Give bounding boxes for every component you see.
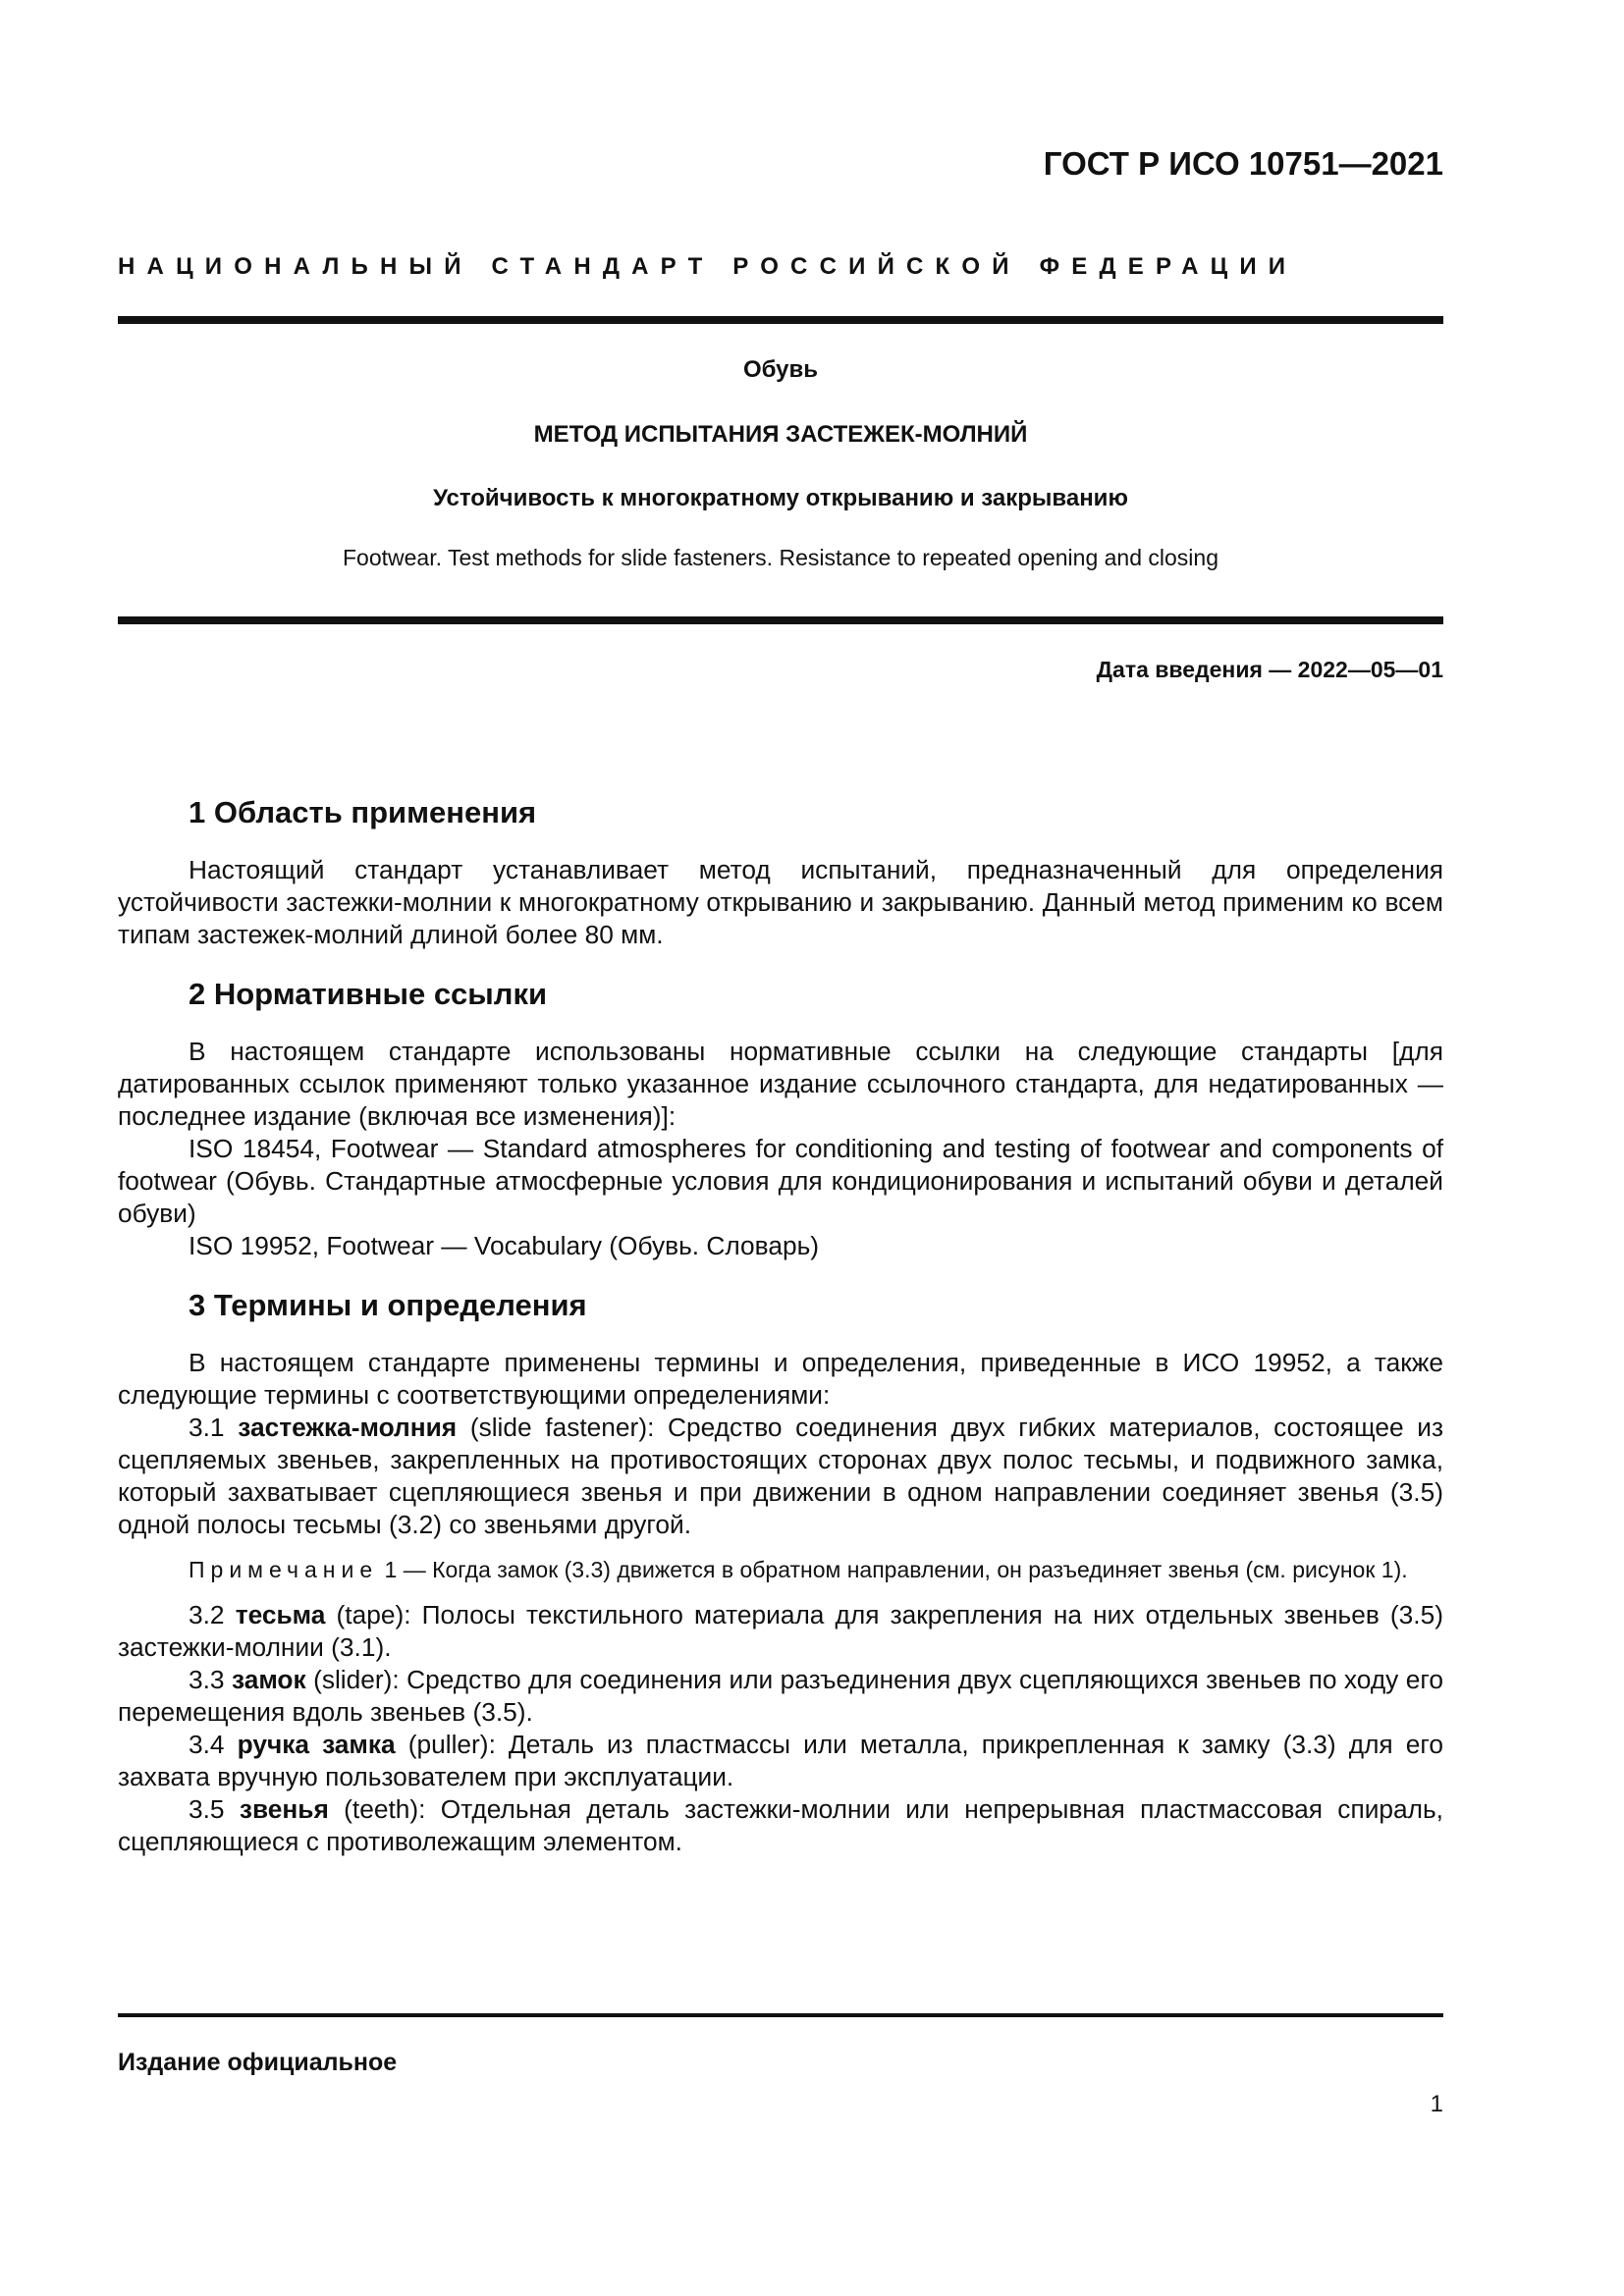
edition-label: Издание официальное [118, 2049, 398, 2076]
term-name: тесьма [235, 1600, 326, 1629]
title-divider [118, 616, 1443, 624]
section-refs-intro: В настоящем стандарте использованы нормативные ссылки на следующие стандарты [для датированных ссылок применяют только указанное издание ссылочного стандарта, для недатированных — последнее издание (включая все изменения)]: [118, 1037, 1443, 1131]
term-3-3 [118, 1664, 1443, 1729]
term-number: 3.2 [189, 1600, 225, 1629]
title-category: Обувь [742, 356, 819, 383]
section-scope-heading: 1 Область применения [189, 795, 537, 829]
title-method: МЕТОД ИСПЫТАНИЯ ЗАСТЕЖЕК-МОЛНИЙ [533, 421, 1028, 448]
title-english: Footwear. Test methods for slide fasteners. Resistance to repeated opening and closing [343, 545, 1218, 570]
section-terms-intro: В настоящем стандарте применены термины и определения, приведенные в ИСО 19952, а также следующие термины с соответствующими определениями: [118, 1348, 1443, 1410]
term-number: 3.5 [189, 1794, 225, 1824]
term-number: 3.4 [189, 1730, 225, 1759]
section-terms-heading: 3 Термины и определения [189, 1288, 587, 1322]
note-text: 1 — Когда замок (3.3) движется в обратном направлении, он разъединяет звенья (см. рисунок 1). [384, 1557, 1408, 1582]
header-divider [118, 316, 1443, 324]
national-standard-banner: НАЦИОНАЛЬНЫЙ СТАНДАРТ РОССИЙСКОЙ ФЕДЕРАЦИИ [118, 253, 1298, 280]
introduction-date: Дата введения — 2022—05—01 [1096, 657, 1443, 682]
reference-item: ISO 19952, Footwear — Vocabulary (Обувь. Словарь) [189, 1231, 820, 1260]
term-3-2 [118, 1599, 1443, 1664]
term-3-4 [118, 1729, 1443, 1793]
term-name: замок [231, 1665, 306, 1694]
title-subtitle: Устойчивость к многократному открыванию и закрыванию [433, 485, 1128, 511]
page-number: 1 [1430, 2091, 1443, 2117]
section-refs-heading: 2 Нормативные ссылки [189, 977, 548, 1011]
reference-item: ISO 18454, Footwear — Standard atmospheres for conditioning and testing of footwear and components of footwear (Обувь. Стандартные атмосферные условия для кондиционирования и испытаний обуви и деталей обуви) [118, 1134, 1443, 1228]
term-definition: (puller): Деталь из пластмассы или металла, прикрепленная к замку (3.3) для его захвата вручную пользователем при эксплуатации. [118, 1730, 1443, 1791]
term-definition: (tape): Полосы текстильного материала для закрепления на них отдельных звеньев (3.5) застежки-молнии (3.1). [118, 1600, 1443, 1662]
term-name: застежка-молния [238, 1413, 458, 1442]
term-note [118, 1555, 1443, 1585]
term-definition: (teeth): Отдельная деталь застежки-молнии или непрерывная пластмассовая спираль, сцепляющиеся с противолежащим элементом. [118, 1794, 1443, 1856]
footer-divider [118, 2013, 1443, 2017]
term-number: 3.3 [189, 1665, 225, 1694]
term-number: 3.1 [189, 1413, 225, 1442]
note-label: Примечание [189, 1557, 379, 1582]
section-scope-text: Настоящий стандарт устанавливает метод испытаний, предназначенный для определения устойчивости застежки-молнии к многократному открыванию и закрыванию. Данный метод применим ко всем типам застежек-молний длиной более 80 мм. [118, 855, 1443, 949]
term-definition: (slider): Средство для соединения или разъединения двух сцепляющихся звеньев по ходу его перемещения вдоль звеньев (3.5). [118, 1665, 1443, 1727]
term-3-5 [118, 1793, 1443, 1858]
term-definition: (slide fastener): Средство соединения двух гибких материалов, состоящее из сцепляемых звеньев, закрепленных на противостоящих сторонах двух полос тесьмы, и подвижного замка, который захватывает сцепляющиеся звенья и при движении в одном направлении соединяет звенья (3.5) одной полосы тесьмы (3.2) со звеньями другой. [118, 1413, 1443, 1539]
term-3-1 [118, 1412, 1443, 1541]
document-code: ГОСТ Р ИСО 10751—2021 [1043, 145, 1443, 182]
term-name: ручка замка [237, 1730, 396, 1759]
term-name: звенья [239, 1794, 329, 1824]
document-body [118, 793, 1443, 1858]
